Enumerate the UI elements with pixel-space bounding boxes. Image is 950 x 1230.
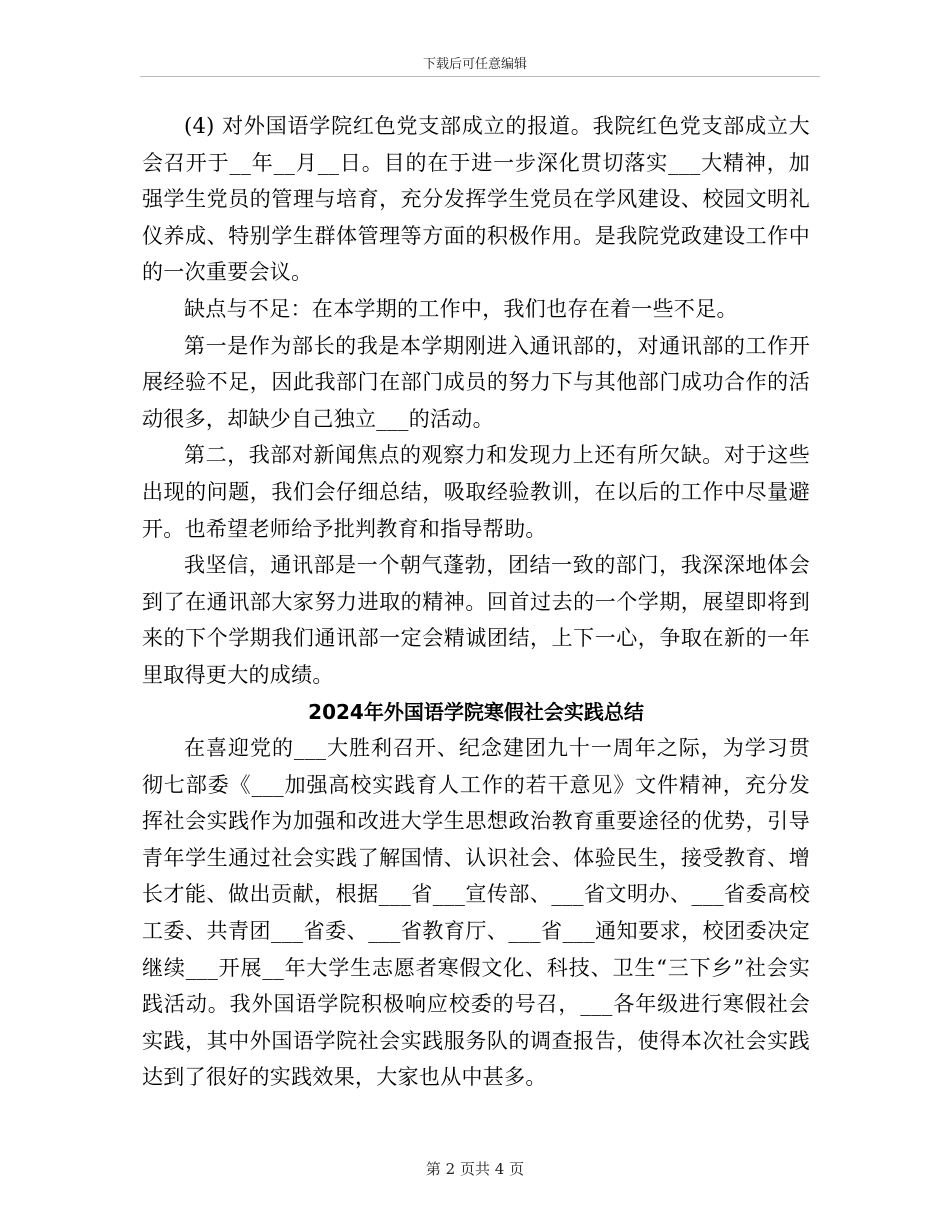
header-divider (140, 76, 820, 77)
paragraph-winter-practice: 在喜迎党的___大胜利召开、纪念建团九十一周年之际，为学习贯彻七部委《___加强高校实践育人工作的若干意见》文件精神，充分发挥社会实践作为加强和改进大学生思想政治教育重要途径的优势，引导青年学生通过社会实践了解国情、认识社会、体验民生，接受教育、增长才能、做出贡献，根据___省___宣传部、___省文明办、___省委高校工委、共青团___省委、___省教育厅、___省___通知要求，校团委决定继续___开展__年大学生志愿者寒假文化、科技、卫生“三下乡”社会实践活动。我外国语学院积极响应校委的号召，___各年级进行寒假社会实践，其中外国语学院社会实践服务队的调查报告，使得本次社会实践达到了很好的实践效果，大家也从中甚多。 (142, 736, 810, 1090)
paragraph-shortcomings-intro: 缺点与不足：在本学期的工作中，我们也存在着一些不足。 (184, 296, 738, 321)
page-footer: 第 2 页共 4 页 (425, 1160, 525, 1178)
document-body (142, 108, 810, 1096)
section-title: 2024年外国语学院寒假社会实践总结 (308, 699, 644, 724)
paragraph-party-branch-report: (4) 对外国语学院红色党支部成立的报道。我院红色党支部成立大会召开于__年__月__日。目的在于进一步深化贯切落实___大精神，加强学生党员的管理与培育，充分发挥学生党员在学风建设、校园文明礼仪养成、特别学生群体管理等方面的积极作用。是我院党政建设工作中的一次重要会议。 (142, 114, 810, 285)
paragraph-shortcoming-second: 第二，我部对新闻焦点的观察力和发现力上还有所欠缺。对于这些出现的问题，我们会仔细总结，吸取经验教训，在以后的工作中尽量避开。也希望老师给予批判教育和指导帮助。 (142, 443, 810, 541)
paragraph-conclusion: 我坚信，通讯部是一个朝气蓬勃，团结一致的部门，我深深地体会到了在通讯部大家努力进取的精神。回首过去的一个学期，展望即将到来的下个学期我们通讯部一定会精诚团结，上下一心，争取在新的一年里取得更大的成绩。 (142, 553, 810, 687)
page-header: 下载后可任意编辑 (422, 57, 527, 72)
paragraph-shortcoming-first: 第一是作为部长的我是本学期刚进入通讯部的，对通讯部的工作开展经验不足，因此我部门在部门成员的努力下与其他部门成功合作的活动很多，却缺少自己独立___的活动。 (142, 333, 810, 431)
